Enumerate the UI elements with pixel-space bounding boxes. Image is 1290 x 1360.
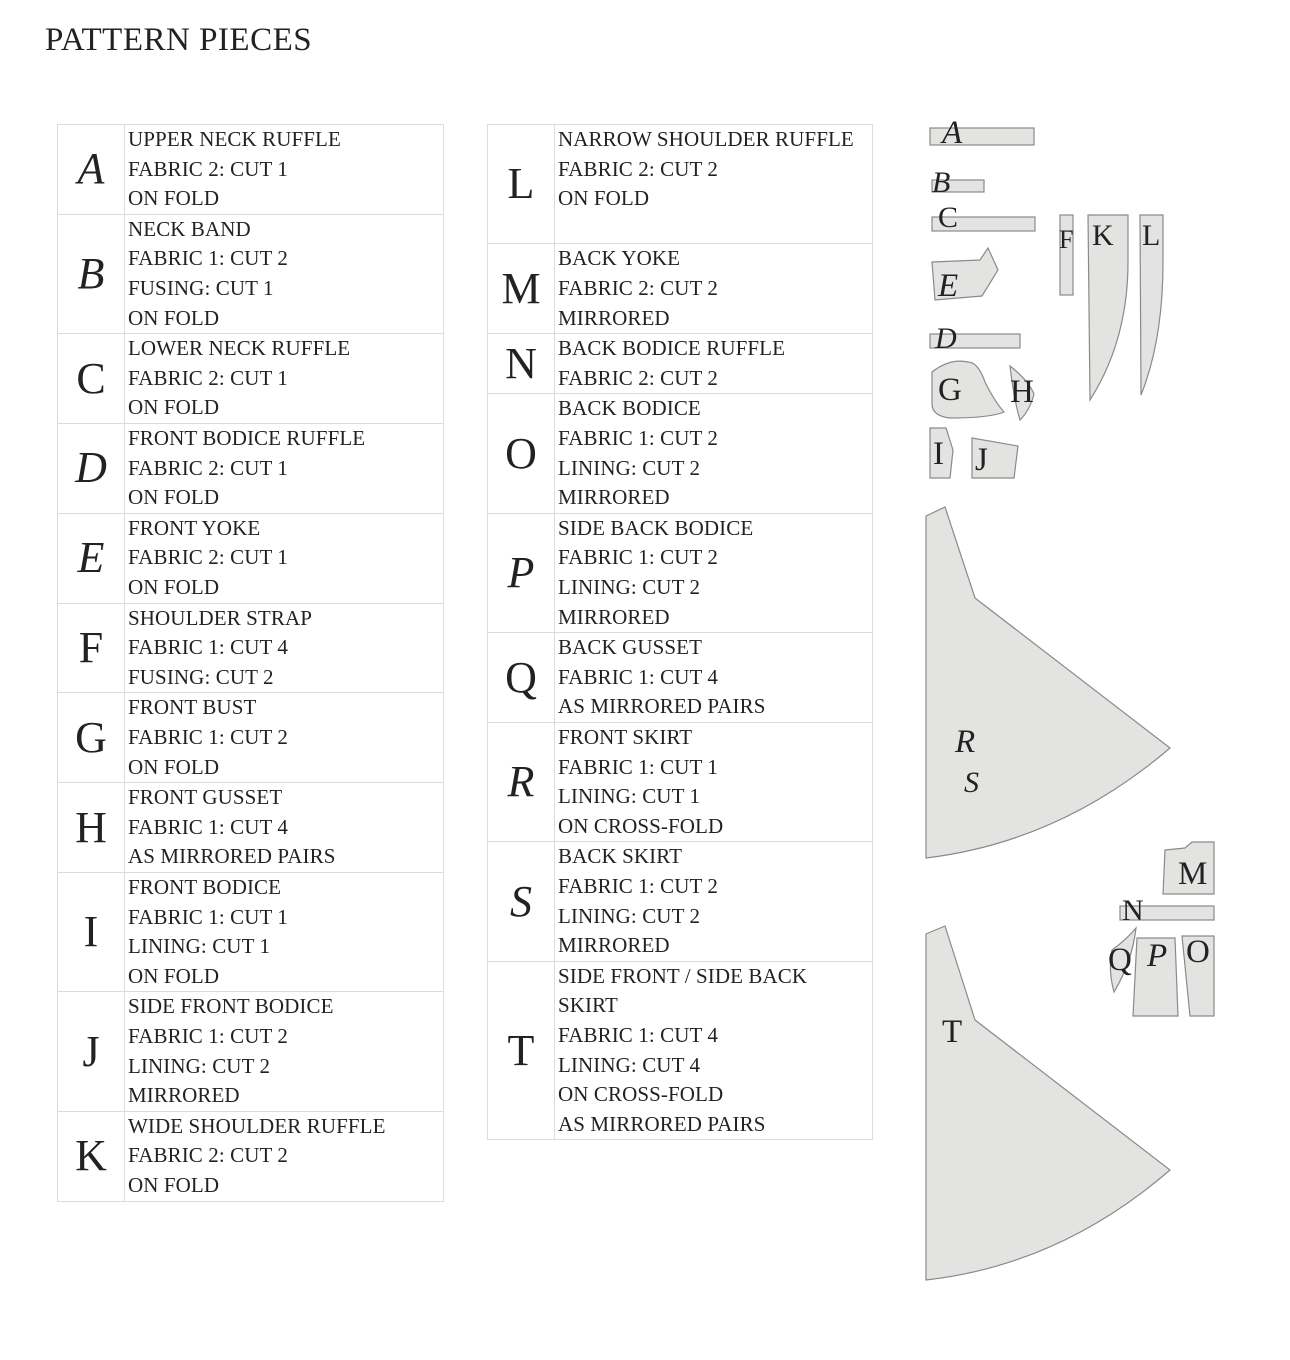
instruction-line: ON FOLD [128,963,220,988]
instruction-line: FABRIC 2: CUT 1 [128,545,289,570]
piece-label-c: C [938,201,959,234]
instruction-line: SIDE FRONT / SIDE BACK [558,963,808,988]
piece-g [932,361,1004,418]
piece-instructions [555,961,873,1140]
piece-label-h: H [1010,374,1034,410]
piece-instructions [125,513,444,603]
instruction-line: MIRRORED [558,305,670,330]
instruction-line: FRONT BODICE RUFFLE [128,425,366,450]
instruction-line: FABRIC 1: CUT 1 [128,904,289,929]
piece-label-n: N [1122,894,1144,927]
instruction-line: ON FOLD [128,395,220,420]
piece-label-d: D [935,322,957,355]
instruction-line: FABRIC 1: CUT 4 [128,635,289,660]
instruction-line: FABRIC 1: CUT 4 [558,664,719,689]
piece-label-m: M [1178,856,1208,892]
piece-letter: R [488,722,555,841]
pattern-row-h [58,783,444,873]
instruction-line: WIDE SHOULDER RUFFLE [128,1113,386,1138]
instruction-line: ON FOLD [128,574,220,599]
piece-letter: M [488,244,555,334]
piece-letter: S [488,842,555,961]
instruction-line: NARROW SHOULDER RUFFLE [558,127,854,151]
piece-letter: K [58,1111,125,1201]
piece-instructions [555,513,873,632]
pattern-row-p [488,513,873,632]
piece-letter: F [58,603,125,693]
instruction-line: SKIRT [558,993,618,1018]
piece-instructions [125,992,444,1111]
piece-n [1120,894,1214,927]
instruction-line: FABRIC 2: CUT 1 [128,455,289,480]
piece-k [1088,215,1128,400]
instruction-line: BACK BODICE [558,396,701,421]
pattern-pieces-diagram [900,100,1240,1300]
pattern-row-f [58,603,444,693]
instruction-line: LINING: CUT 2 [558,574,701,599]
pattern-row-k [58,1111,444,1201]
piece-d [930,322,1020,355]
instruction-line: BACK YOKE [558,246,681,271]
piece-c [932,201,1035,234]
piece-letter: A [58,125,125,215]
instruction-line: FRONT BODICE [128,874,282,899]
instruction-line: FABRIC 2: CUT 1 [128,156,289,181]
pattern-row-b [58,214,444,333]
instruction-line: ON FOLD [128,186,220,211]
instruction-line: LINING: CUT 1 [558,784,701,809]
piece-letter: E [58,513,125,603]
piece-instructions [125,423,444,513]
instruction-line: FUSING: CUT 1 [128,275,274,300]
piece-label-j: J [975,442,988,478]
pattern-row-i [58,872,444,991]
pattern-row-c [58,334,444,424]
instruction-line: ON FOLD [128,305,220,330]
piece-letter: N [488,334,555,394]
piece-label-e: E [938,268,959,304]
piece-instructions [125,125,444,215]
pattern-row-e [58,513,444,603]
instruction-line: AS MIRRORED PAIRS [128,844,336,869]
piece-letter: P [488,513,555,632]
instruction-line: ON FOLD [128,754,220,779]
piece-label-g: G [938,372,962,408]
instruction-line: SIDE FRONT BODICE [128,994,334,1019]
instruction-line: ON FOLD [128,485,220,510]
piece-l [1140,215,1163,395]
piece-letter: I [58,872,125,991]
instruction-line: FRONT GUSSET [128,785,283,810]
instruction-line: MIRRORED [558,604,670,629]
instruction-line: LINING: CUT 2 [558,455,701,480]
pattern-row-j [58,992,444,1111]
instruction-line: FUSING: CUT 2 [128,664,274,689]
piece-letter: Q [488,633,555,723]
instruction-line: FABRIC 1: CUT 2 [128,246,289,271]
instruction-line: LOWER NECK RUFFLE [128,336,351,361]
instruction-line: LINING: CUT 1 [128,934,271,959]
piece-label-l: L [1142,219,1161,252]
piece-label-p: P [1147,938,1168,974]
piece-label-k: K [1092,219,1114,252]
instruction-line: FABRIC 2: CUT 2 [128,1143,289,1168]
piece-instructions [125,603,444,693]
piece-a [930,115,1034,151]
piece-j [972,438,1018,478]
piece-instructions [555,633,873,723]
piece-label-t: T [942,1014,963,1050]
instruction-line: SHOULDER STRAP [128,605,313,630]
instruction-line: MIRRORED [558,933,670,958]
instruction-line: BACK BODICE RUFFLE [558,336,785,361]
instruction-line: FABRIC 1: CUT 4 [128,814,289,839]
instruction-line: UPPER NECK RUFFLE [128,127,341,151]
instruction-line: LINING: CUT 2 [128,1053,271,1078]
piece-h [1010,366,1034,420]
piece-instructions [125,334,444,424]
piece-e [932,248,998,304]
pattern-row-r [488,722,873,841]
instruction-line: ON CROSS-FOLD [558,1082,724,1107]
piece-f [1059,215,1073,295]
piece-label-a: A [942,115,963,151]
piece-q [1108,928,1136,992]
piece-letter: L [488,125,555,244]
instruction-line: FABRIC 2: CUT 1 [128,365,289,390]
piece-instructions [555,125,873,244]
instruction-line: BACK GUSSET [558,635,703,660]
instruction-line: AS MIRRORED PAIRS [558,1111,766,1136]
piece-label-o: O [1186,934,1210,970]
instruction-line: FABRIC 1: CUT 1 [558,754,719,779]
instruction-line: FABRIC 1: CUT 4 [558,1022,719,1047]
pattern-row-t [488,961,873,1140]
piece-i [930,428,953,478]
piece-t [926,926,1170,1280]
piece-label-s: S [964,766,979,799]
instruction-line: LINING: CUT 2 [558,903,701,928]
instruction-line: MIRRORED [128,1083,240,1108]
piece-p [1133,938,1178,1016]
piece-instructions [555,722,873,841]
page-title: PATTERN PIECES [45,22,313,58]
piece-label-i: I [933,436,944,472]
piece-o [1182,934,1214,1016]
pattern-row-d [58,423,444,513]
pattern-row-n [488,334,873,394]
pattern-row-m [488,244,873,334]
piece-instructions [125,872,444,991]
piece-instructions [125,1111,444,1201]
piece-letter: C [58,334,125,424]
instruction-line: FABRIC 2: CUT 2 [558,275,719,300]
piece-letter: O [488,394,555,513]
piece-letter: J [58,992,125,1111]
instruction-line: ON FOLD [558,186,650,211]
piece-instructions [125,783,444,873]
piece-letter: H [58,783,125,873]
piece-letter: D [58,423,125,513]
instruction-line: NECK BAND [128,216,251,241]
instruction-line: FABRIC 1: CUT 2 [558,545,719,570]
instruction-line: FABRIC 2: CUT 2 [558,156,719,181]
instruction-line: FABRIC 2: CUT 2 [558,365,719,390]
pattern-row-g [58,693,444,783]
pattern-row-s [488,842,873,961]
instruction-line: ON CROSS-FOLD [558,813,724,838]
instruction-line: LINING: CUT 4 [558,1052,701,1077]
piece-r-s [926,507,1170,858]
pattern-row-o [488,394,873,513]
piece-letter: T [488,961,555,1140]
piece-instructions [555,334,873,394]
pattern-row-a [58,125,444,215]
pattern-row-l [488,125,873,244]
piece-label-f: F [1059,225,1074,254]
piece-label-r: R [955,724,976,760]
piece-letter: B [58,214,125,333]
piece-instructions [555,842,873,961]
piece-m [1163,842,1214,894]
pattern-row-q [488,633,873,723]
instruction-line: FABRIC 1: CUT 2 [128,1023,289,1048]
pattern-table-left [57,124,444,1202]
piece-letter: G [58,693,125,783]
instruction-line: FRONT YOKE [128,515,261,540]
piece-instructions [125,693,444,783]
instruction-line: FRONT SKIRT [558,724,693,749]
instruction-line: BACK SKIRT [558,844,683,869]
instruction-line: AS MIRRORED PAIRS [558,694,766,719]
instruction-line: FRONT BUST [128,695,257,720]
instruction-line: FABRIC 1: CUT 2 [558,873,719,898]
instruction-line: SIDE BACK BODICE [558,515,754,540]
instruction-line: FABRIC 1: CUT 2 [558,425,719,450]
piece-instructions [555,394,873,513]
piece-instructions [125,214,444,333]
instruction-line: ON FOLD [128,1172,220,1197]
instruction-line: FABRIC 1: CUT 2 [128,724,289,749]
piece-label-q: Q [1108,942,1132,978]
piece-b [932,166,984,199]
piece-instructions [555,244,873,334]
piece-label-b: B [932,166,951,199]
pattern-table-right [487,124,873,1140]
instruction-line: MIRRORED [558,485,670,510]
